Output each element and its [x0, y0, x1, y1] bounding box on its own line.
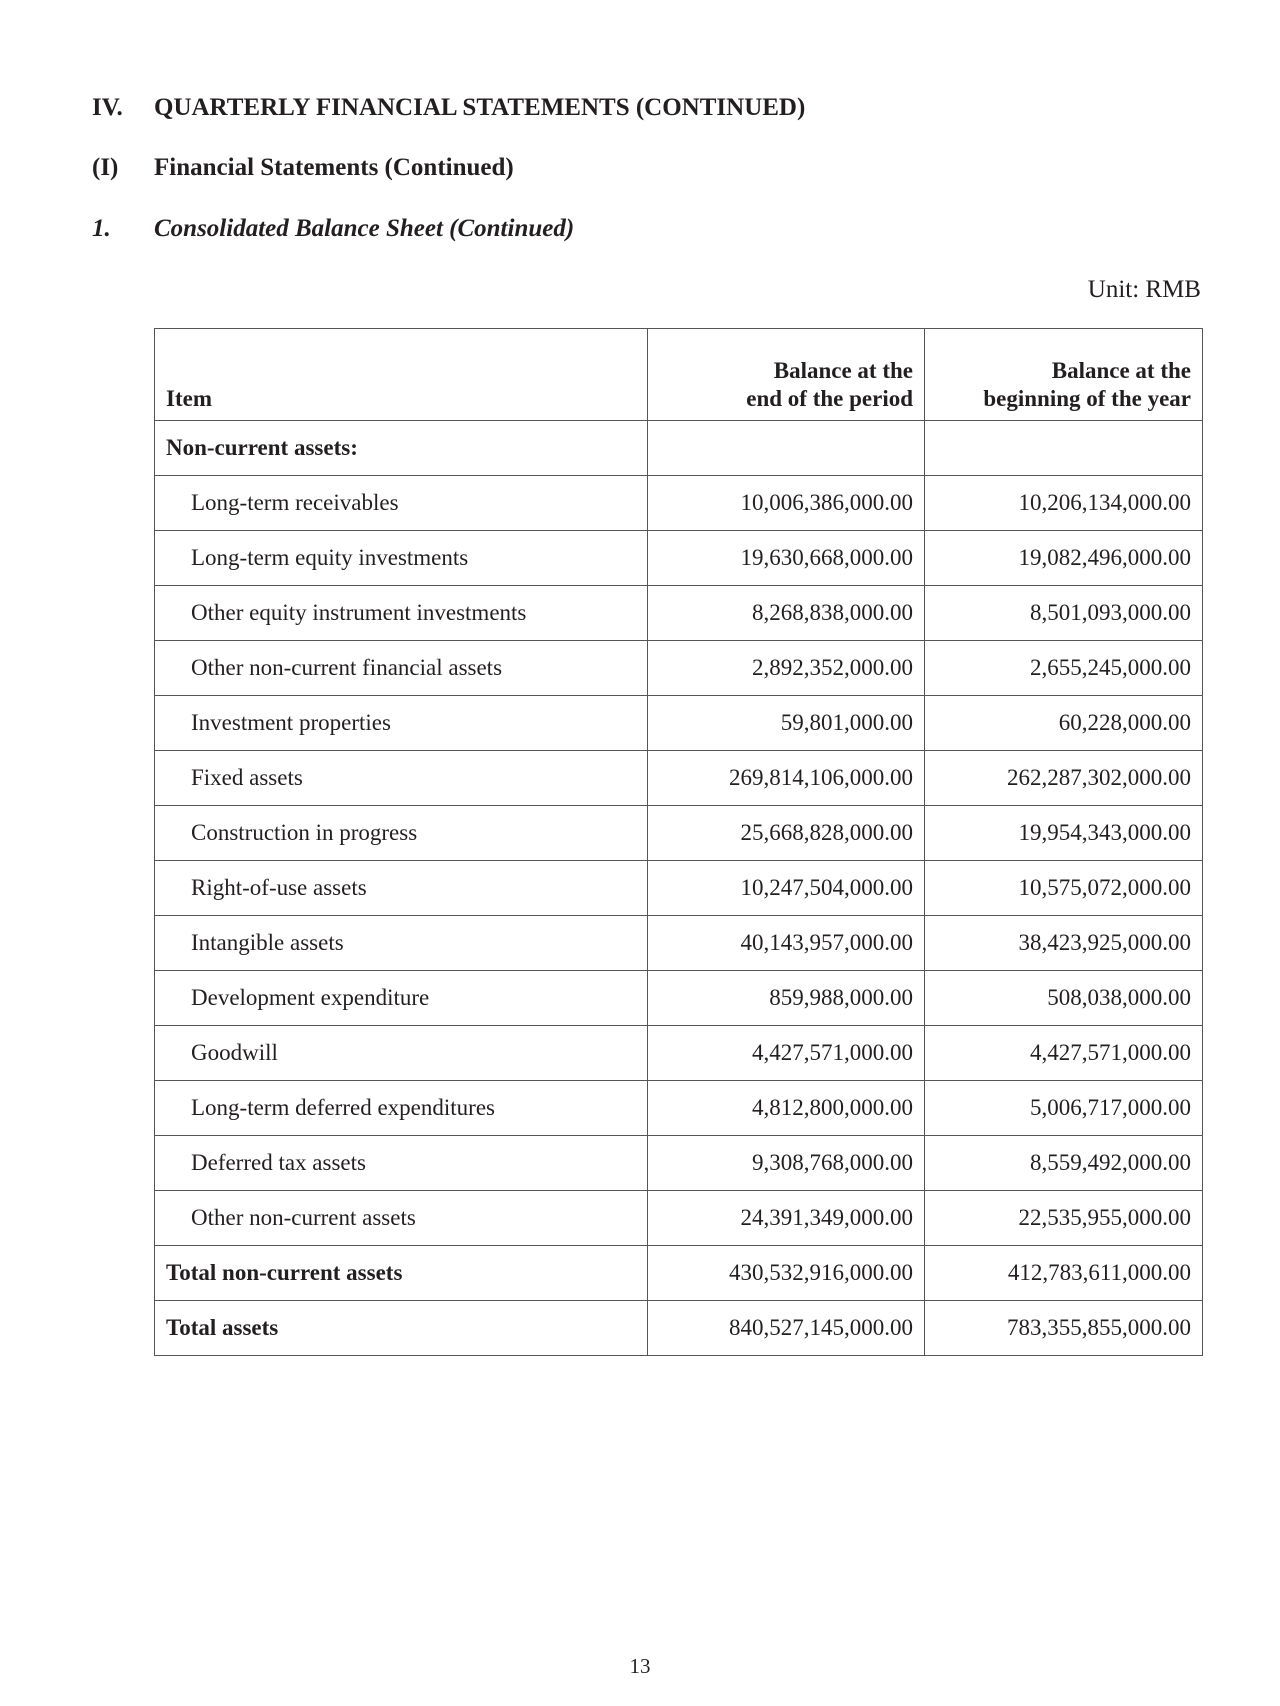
row-begin-value: 8,501,093,000.00: [925, 586, 1203, 641]
header-end-line2: end of the period: [746, 386, 913, 411]
total-item: Total assets: [155, 1301, 648, 1356]
row-item: Construction in progress: [155, 806, 648, 861]
row-begin-value: 10,206,134,000.00: [925, 476, 1203, 531]
total-begin-value: 783,355,855,000.00: [925, 1301, 1203, 1356]
table-row: [155, 1081, 1203, 1136]
table-row: [155, 861, 1203, 916]
row-item: Investment properties: [155, 696, 648, 751]
total-item: Total non-current assets: [155, 1246, 648, 1301]
header-item: Item: [155, 329, 648, 421]
table-row: [155, 1026, 1203, 1081]
row-end-value: 9,308,768,000.00: [648, 1136, 925, 1191]
category-row: [155, 421, 1203, 476]
header-begin-line1: Balance at the: [1051, 358, 1191, 383]
row-item: Goodwill: [155, 1026, 648, 1081]
row-item: Long-term deferred expenditures: [155, 1081, 648, 1136]
header-begin-line2: beginning of the year: [983, 386, 1191, 411]
row-end-value: 269,814,106,000.00: [648, 751, 925, 806]
table-row: [155, 751, 1203, 806]
total-begin-value: 412,783,611,000.00: [925, 1246, 1203, 1301]
table-row: [155, 586, 1203, 641]
row-end-value: 8,268,838,000.00: [648, 586, 925, 641]
header-beginning-of-year: [925, 329, 1203, 421]
row-begin-value: 19,954,343,000.00: [925, 806, 1203, 861]
total-end-value: 840,527,145,000.00: [648, 1301, 925, 1356]
empty-cell: [648, 421, 925, 476]
row-end-value: 19,630,668,000.00: [648, 531, 925, 586]
total-row: [155, 1301, 1203, 1356]
row-item: Other non-current assets: [155, 1191, 648, 1246]
row-end-value: 4,427,571,000.00: [648, 1026, 925, 1081]
unit-label: Unit: RMB: [1087, 276, 1201, 303]
row-begin-value: 19,082,496,000.00: [925, 531, 1203, 586]
row-end-value: 40,143,957,000.00: [648, 916, 925, 971]
row-item: Long-term equity investments: [155, 531, 648, 586]
section-number: IV.: [92, 94, 123, 121]
row-begin-value: 2,655,245,000.00: [925, 641, 1203, 696]
row-item: Other non-current financial assets: [155, 641, 648, 696]
row-begin-value: 38,423,925,000.00: [925, 916, 1203, 971]
subsection-number: (I): [92, 154, 119, 181]
table-row: [155, 476, 1203, 531]
row-begin-value: 508,038,000.00: [925, 971, 1203, 1026]
row-end-value: 10,247,504,000.00: [648, 861, 925, 916]
row-begin-value: 5,006,717,000.00: [925, 1081, 1203, 1136]
total-row: [155, 1246, 1203, 1301]
balance-sheet-table: [154, 328, 1203, 1356]
empty-cell: [925, 421, 1203, 476]
row-end-value: 24,391,349,000.00: [648, 1191, 925, 1246]
row-item: Fixed assets: [155, 751, 648, 806]
table-row: [155, 806, 1203, 861]
section-heading: [92, 93, 805, 123]
row-item: Development expenditure: [155, 971, 648, 1026]
row-end-value: 4,812,800,000.00: [648, 1081, 925, 1136]
row-begin-value: 4,427,571,000.00: [925, 1026, 1203, 1081]
total-end-value: 430,532,916,000.00: [648, 1246, 925, 1301]
table-header-row: [155, 329, 1203, 421]
row-begin-value: 262,287,302,000.00: [925, 751, 1203, 806]
table-row: [155, 916, 1203, 971]
table-row: [155, 696, 1203, 751]
table-row: [155, 641, 1203, 696]
row-end-value: 10,006,386,000.00: [648, 476, 925, 531]
row-end-value: 59,801,000.00: [648, 696, 925, 751]
row-end-value: 25,668,828,000.00: [648, 806, 925, 861]
subsection-heading: [92, 153, 514, 183]
row-begin-value: 8,559,492,000.00: [925, 1136, 1203, 1191]
category-label: Non-current assets:: [155, 421, 648, 476]
statement-title: Consolidated Balance Sheet (Continued): [154, 215, 575, 242]
section-title: QUARTERLY FINANCIAL STATEMENTS (CONTINUED): [154, 94, 806, 121]
page-number: 13: [629, 1654, 651, 1678]
table-row: [155, 1136, 1203, 1191]
row-begin-value: 10,575,072,000.00: [925, 861, 1203, 916]
table-row: [155, 1191, 1203, 1246]
header-end-of-period: [648, 329, 925, 421]
subsection-title: Financial Statements (Continued): [154, 154, 514, 181]
table-row: [155, 971, 1203, 1026]
row-end-value: 859,988,000.00: [648, 971, 925, 1026]
row-begin-value: 60,228,000.00: [925, 696, 1203, 751]
statement-heading: [92, 214, 574, 244]
row-item: Other equity instrument investments: [155, 586, 648, 641]
row-item: Right-of-use assets: [155, 861, 648, 916]
row-end-value: 2,892,352,000.00: [648, 641, 925, 696]
row-item: Intangible assets: [155, 916, 648, 971]
header-end-line1: Balance at the: [773, 358, 913, 383]
row-item: Long-term receivables: [155, 476, 648, 531]
statement-number: 1.: [92, 215, 111, 242]
row-begin-value: 22,535,955,000.00: [925, 1191, 1203, 1246]
table-row: [155, 531, 1203, 586]
row-item: Deferred tax assets: [155, 1136, 648, 1191]
